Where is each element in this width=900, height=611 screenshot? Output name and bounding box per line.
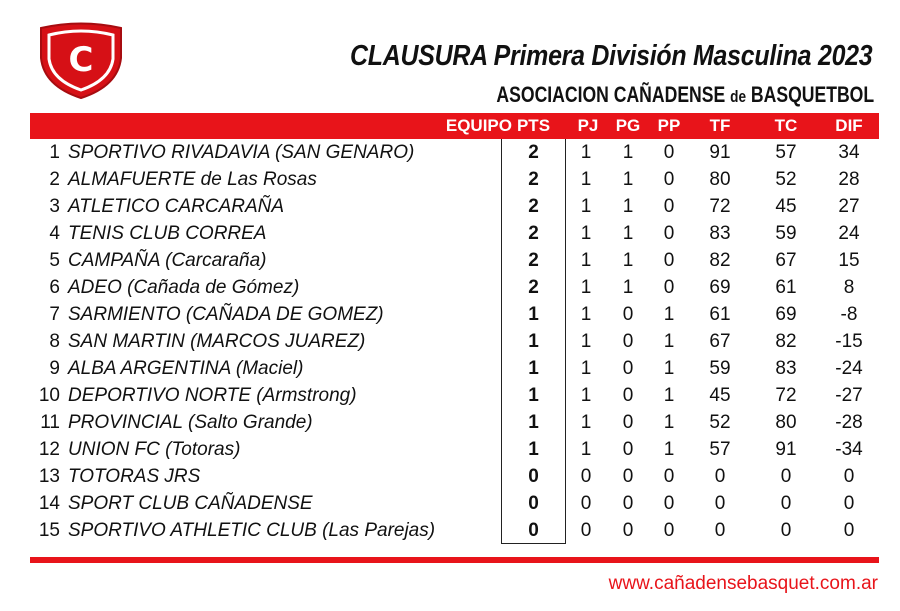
table-row [0, 193, 900, 220]
cell-pos: 10 [38, 385, 60, 406]
cell-tf: 52 [709, 412, 731, 433]
cell-tc: 59 [775, 223, 797, 244]
header-equipo: EQUIPO [445, 116, 512, 135]
cell-pg: 1 [622, 196, 634, 217]
cell-tc: 69 [775, 304, 797, 325]
cell-tf: 61 [709, 304, 731, 325]
cell-pj: 1 [580, 439, 592, 460]
cell-team: SPORTIVO RIVADAVIA (SAN GENARO) [68, 142, 415, 163]
cell-pos: 14 [38, 493, 60, 514]
table-row [0, 220, 900, 247]
header-pg: PG [615, 116, 641, 135]
cell-tf: 82 [709, 250, 731, 271]
cell-tc: 52 [775, 169, 797, 190]
cell-pj: 0 [580, 493, 592, 514]
cell-pts: 0 [528, 493, 539, 514]
cell-pj: 0 [580, 520, 592, 541]
cell-tf: 45 [709, 385, 731, 406]
cell-pos: 6 [49, 277, 60, 298]
cell-team: ADEO (Cañada de Gómez) [68, 277, 300, 298]
cell-tc: 0 [780, 493, 792, 514]
cell-team: SPORTIVO ATHLETIC CLUB (Las Parejas) [68, 520, 436, 541]
cell-team: TOTORAS JRS [68, 466, 201, 487]
cell-dif: 28 [838, 169, 860, 190]
cell-tc: 82 [775, 331, 797, 352]
table-row [0, 409, 900, 436]
cell-pts: 1 [528, 412, 539, 433]
table-row [0, 382, 900, 409]
table-row [0, 247, 900, 274]
cell-dif: -15 [835, 331, 863, 352]
cell-pos: 8 [49, 331, 60, 352]
cell-team: CAMPAÑA (Carcaraña) [68, 250, 267, 271]
cell-tc: 0 [780, 466, 792, 487]
cell-pp: 1 [663, 358, 675, 379]
cell-pp: 1 [663, 304, 675, 325]
cell-dif: -8 [840, 304, 858, 325]
header-dif: DIF [835, 116, 863, 135]
cell-dif: -34 [835, 439, 863, 460]
cell-tf: 0 [714, 466, 726, 487]
cell-pp: 0 [663, 520, 675, 541]
table-row [0, 490, 900, 517]
cell-pj: 1 [580, 223, 592, 244]
cell-pj: 1 [580, 142, 592, 163]
cell-dif: -27 [835, 385, 863, 406]
cell-pj: 1 [580, 277, 592, 298]
header-pp: PP [657, 116, 681, 135]
cell-pg: 1 [622, 223, 634, 244]
cell-tc: 45 [775, 196, 797, 217]
cell-pts: 2 [528, 277, 539, 298]
cell-pg: 0 [622, 331, 634, 352]
cell-team: TENIS CLUB CORREA [68, 223, 267, 244]
cell-tc: 72 [775, 385, 797, 406]
table-row [0, 463, 900, 490]
header-pts: PTS [516, 116, 551, 135]
cell-team: PROVINCIAL (Salto Grande) [68, 412, 313, 433]
table-row [0, 166, 900, 193]
cell-tf: 83 [709, 223, 731, 244]
cell-pp: 1 [663, 439, 675, 460]
cell-tf: 0 [714, 520, 726, 541]
table-row [0, 355, 900, 382]
cell-pp: 1 [663, 412, 675, 433]
cell-team: ATLETICO CARCARAÑA [68, 196, 285, 217]
cell-dif: 0 [843, 520, 855, 541]
cell-pj: 1 [580, 412, 592, 433]
cell-team: SARMIENTO (CAÑADA DE GOMEZ) [68, 304, 384, 325]
website-link[interactable]: www.cañadensebasquet.com.ar [608, 573, 878, 594]
subtitle-main: ASOCIACION CAÑADENSE [496, 82, 726, 107]
cell-pos: 7 [49, 304, 60, 325]
cell-dif: 0 [843, 493, 855, 514]
cell-pts: 2 [528, 196, 539, 217]
cell-pos: 11 [40, 412, 60, 433]
cell-pos: 12 [38, 439, 60, 460]
cell-pg: 0 [622, 304, 634, 325]
cell-dif: 34 [838, 142, 860, 163]
cell-pts: 2 [528, 250, 539, 271]
cell-tc: 0 [780, 520, 792, 541]
subtitle-small: de [730, 87, 746, 106]
cell-tc: 67 [775, 250, 797, 271]
cell-pos: 3 [49, 196, 60, 217]
cell-pg: 0 [622, 439, 634, 460]
cell-pos: 13 [38, 466, 60, 487]
table-row [0, 517, 900, 544]
cell-team: ALMAFUERTE de Las Rosas [68, 169, 317, 190]
cell-pp: 0 [663, 223, 675, 244]
cell-tc: 57 [775, 142, 797, 163]
cell-pos: 1 [49, 142, 60, 163]
cell-pp: 0 [663, 196, 675, 217]
cell-pp: 0 [663, 169, 675, 190]
cell-pts: 1 [528, 358, 539, 379]
cell-pg: 0 [622, 385, 634, 406]
cell-pts: 1 [528, 439, 539, 460]
cell-pg: 0 [622, 466, 634, 487]
cell-pg: 1 [622, 277, 634, 298]
cell-team: SAN MARTIN (MARCOS JUAREZ) [68, 331, 366, 352]
cell-pts: 2 [528, 223, 539, 244]
cell-dif: -24 [835, 358, 863, 379]
cell-pj: 1 [580, 385, 592, 406]
cell-pp: 0 [663, 250, 675, 271]
cell-dif: 15 [838, 250, 860, 271]
cell-pg: 0 [622, 493, 634, 514]
cell-tc: 80 [775, 412, 797, 433]
cell-dif: -28 [835, 412, 863, 433]
cell-dif: 24 [838, 223, 860, 244]
cell-tf: 59 [709, 358, 731, 379]
header-tf: TF [709, 116, 731, 135]
cell-pj: 1 [580, 331, 592, 352]
cell-team: SPORT CLUB CAÑADENSE [68, 493, 313, 514]
header-pj: PJ [577, 116, 599, 135]
cell-pos: 5 [49, 250, 60, 271]
cell-pts: 1 [528, 385, 539, 406]
cell-pj: 1 [580, 358, 592, 379]
cell-pg: 0 [622, 358, 634, 379]
table-row [0, 436, 900, 463]
cell-tf: 0 [714, 493, 726, 514]
cell-tf: 67 [709, 331, 731, 352]
header-tc: TC [774, 116, 798, 135]
cell-dif: 27 [838, 196, 860, 217]
cell-pj: 1 [580, 196, 592, 217]
logo-letter: C [68, 40, 94, 80]
cell-team: UNION FC (Totoras) [68, 439, 241, 460]
cell-pj: 1 [580, 169, 592, 190]
cell-pts: 2 [528, 142, 539, 163]
club-shield-logo [38, 22, 124, 100]
cell-pg: 1 [622, 250, 634, 271]
cell-team: DEPORTIVO NORTE (Armstrong) [68, 385, 357, 406]
cell-pp: 1 [663, 385, 675, 406]
cell-pos: 4 [49, 223, 60, 244]
cell-pp: 0 [663, 466, 675, 487]
cell-tf: 91 [709, 142, 731, 163]
cell-pg: 0 [622, 520, 634, 541]
cell-pp: 0 [663, 277, 675, 298]
cell-pp: 0 [663, 142, 675, 163]
subtitle-end: BASQUETBOL [750, 82, 874, 107]
cell-pts: 0 [528, 520, 539, 541]
cell-pp: 0 [663, 493, 675, 514]
cell-pj: 1 [580, 304, 592, 325]
cell-tc: 83 [775, 358, 797, 379]
cell-pos: 2 [49, 169, 60, 190]
table-row [0, 301, 900, 328]
table-row [0, 328, 900, 355]
page-subtitle [496, 82, 874, 108]
cell-pts: 0 [528, 466, 539, 487]
cell-dif: 8 [843, 277, 855, 298]
cell-pos: 15 [38, 520, 60, 541]
cell-tf: 72 [709, 196, 731, 217]
cell-pp: 1 [663, 331, 675, 352]
cell-tc: 61 [775, 277, 797, 298]
cell-pts: 1 [528, 304, 539, 325]
cell-pg: 1 [622, 169, 634, 190]
cell-pg: 0 [622, 412, 634, 433]
table-header [30, 113, 879, 139]
page-title: CLAUSURA Primera División Masculina 2023 [349, 40, 872, 72]
cell-pts: 2 [528, 169, 539, 190]
cell-tf: 80 [709, 169, 731, 190]
cell-pos: 9 [49, 358, 60, 379]
cell-tf: 57 [709, 439, 731, 460]
cell-team: ALBA ARGENTINA (Maciel) [68, 358, 304, 379]
table-row [0, 139, 900, 166]
cell-tf: 69 [709, 277, 731, 298]
cell-pg: 1 [622, 142, 634, 163]
bottom-divider [30, 557, 879, 563]
cell-dif: 0 [843, 466, 855, 487]
cell-pts: 1 [528, 331, 539, 352]
table-row [0, 274, 900, 301]
cell-tc: 91 [775, 439, 797, 460]
cell-pj: 0 [580, 466, 592, 487]
cell-pj: 1 [580, 250, 592, 271]
